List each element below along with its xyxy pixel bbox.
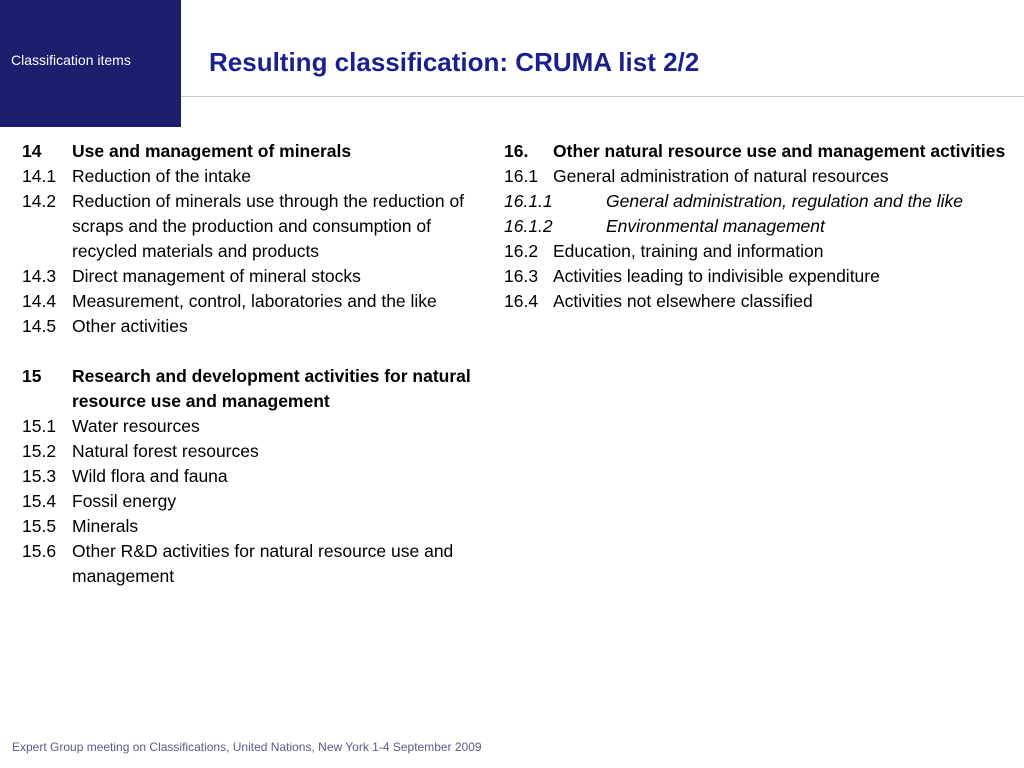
list-item [22, 189, 500, 264]
list-item [504, 189, 1024, 214]
list-item [22, 289, 500, 314]
list-item [22, 314, 500, 339]
item-label: General administration of natural resources [553, 166, 889, 186]
group-number: 16. [504, 141, 529, 161]
item-number: 15.5 [22, 516, 57, 536]
item-label: General administration, regulation and the like [606, 191, 964, 211]
header-divider [181, 96, 1024, 97]
item-label: Other activities [72, 316, 188, 336]
list-item [22, 439, 500, 464]
item-number: 16.1.2 [504, 216, 553, 236]
item-label: Wild flora and fauna [72, 466, 228, 486]
list-item [22, 264, 500, 289]
item-label: Activities leading to indivisible expenditure [553, 266, 880, 286]
item-label: Water resources [72, 416, 200, 436]
item-number: 16.2 [504, 241, 539, 261]
list-item [504, 289, 1024, 314]
item-label: Direct management of mineral stocks [72, 266, 361, 286]
item-number: 16.4 [504, 291, 539, 311]
list-item [504, 264, 1024, 289]
item-label: Reduction of the intake [72, 166, 252, 186]
item-label: Activities not elsewhere classified [553, 291, 813, 311]
list-item [22, 414, 500, 439]
item-number: 15.1 [22, 416, 57, 436]
item-number: 14.3 [22, 266, 57, 286]
item-number: 15.2 [22, 441, 57, 461]
list-item [22, 489, 500, 514]
item-number: 15.3 [22, 466, 57, 486]
footer-text: Expert Group meeting on Classifications, United Nations, New York 1-4 September 2009 [12, 740, 482, 754]
group-heading-14 [22, 139, 500, 164]
spacer [22, 339, 500, 364]
list-item [22, 514, 500, 539]
list-item [504, 214, 1024, 239]
item-label: Education, training and information [553, 241, 824, 261]
list-item [504, 239, 1024, 264]
item-number: 15.4 [22, 491, 57, 511]
item-number: 14.5 [22, 316, 57, 336]
item-number: 14.1 [22, 166, 57, 186]
group-title: Research and development activities for natural resource use and management [72, 366, 471, 411]
section-label: Classification items [11, 52, 131, 68]
item-number: 14.4 [22, 291, 57, 311]
group-title: Other natural resource use and management activities [553, 141, 1006, 161]
item-label: Natural forest resources [72, 441, 259, 461]
list-item [504, 164, 1024, 189]
group-heading-16 [504, 139, 1024, 164]
item-number: 16.1.1 [504, 191, 553, 211]
item-label: Other R&D activities for natural resource use and management [72, 541, 454, 586]
list-item [22, 539, 500, 589]
item-number: 14.2 [22, 191, 57, 211]
item-label: Reduction of minerals use through the reduction of scraps and the production and consumption of recycled materials and products [72, 191, 465, 261]
page-title: Resulting classification: CRUMA list 2/2 [209, 47, 700, 77]
right-column [504, 139, 1024, 314]
group-title: Use and management of minerals [72, 141, 352, 161]
item-label: Fossil energy [72, 491, 177, 511]
group-number: 14 [22, 141, 42, 161]
item-label: Measurement, control, laboratories and the like [72, 291, 437, 311]
list-item [22, 164, 500, 189]
left-column [22, 139, 500, 589]
list-item [22, 464, 500, 489]
item-label: Environmental management [606, 216, 825, 236]
group-heading-15 [22, 364, 500, 414]
group-number: 15 [22, 366, 42, 386]
item-number: 16.3 [504, 266, 539, 286]
item-number: 15.6 [22, 541, 57, 561]
item-label: Minerals [72, 516, 139, 536]
item-number: 16.1 [504, 166, 539, 186]
section-box [0, 0, 181, 127]
